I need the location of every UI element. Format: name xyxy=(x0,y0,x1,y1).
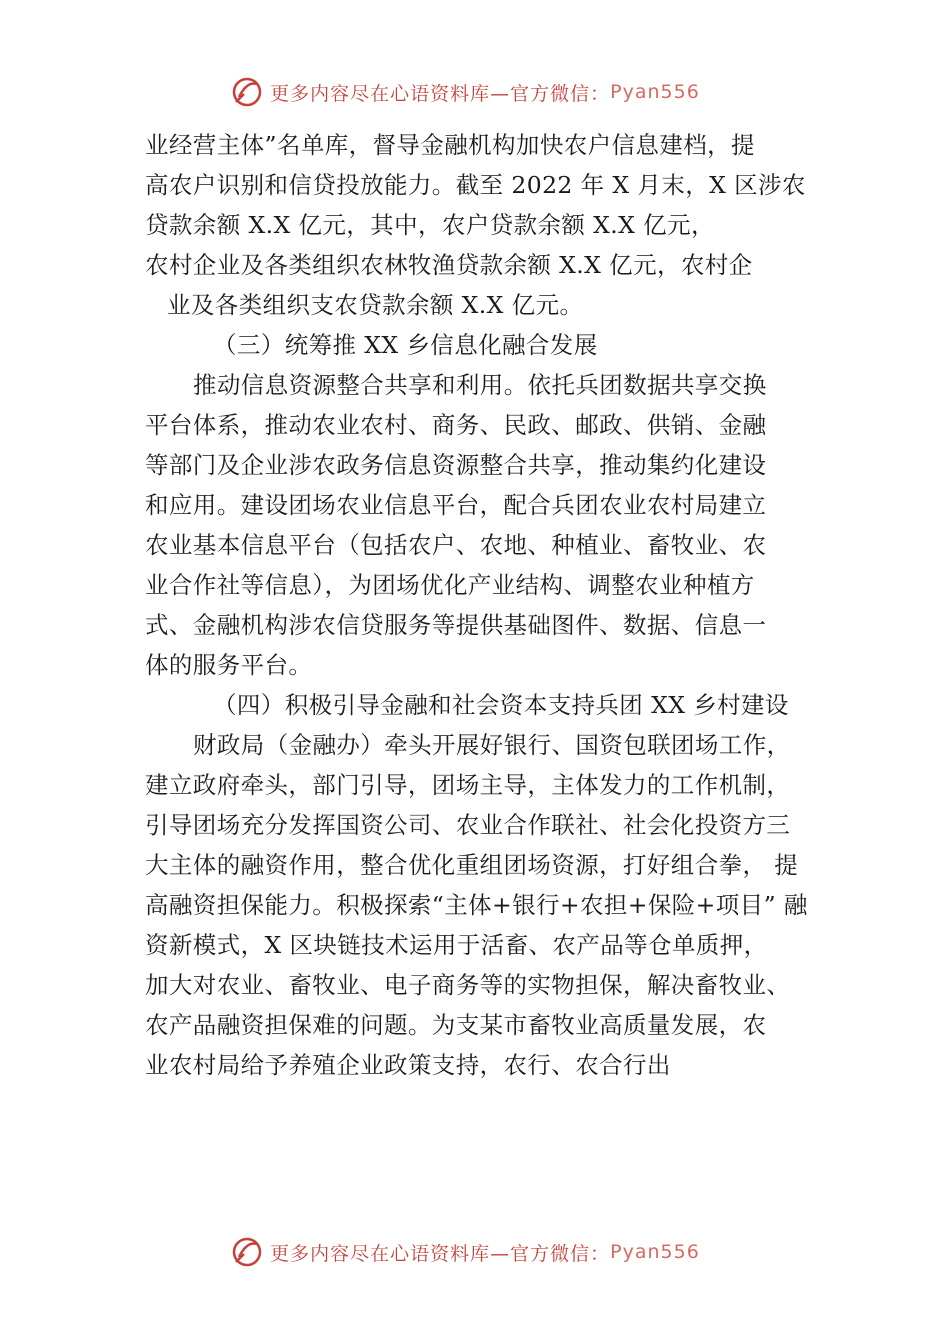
body-line: 式、金融机构涉农信贷服务等提供基础图件、数据、信息一 xyxy=(145,611,767,639)
body-line: 等部门及企业涉农政务信息资源整合共享，推动集约化建设 xyxy=(145,451,767,479)
footer-banner xyxy=(0,1232,950,1272)
banner-wechat-handle: Pyan556 xyxy=(610,81,700,103)
body-line: 加大对农业、畜牧业、电子商务等的实物担保，解决畜牧业、 xyxy=(145,971,791,999)
body-line: 业经营主体”名单库，督导金融机构加快农户信息建档，提 xyxy=(145,131,755,159)
body-line: 资新模式，X 区块链技术运用于活畜、农产品等仓单质押， xyxy=(145,931,768,959)
banner-text: 更多内容尽在心语资料库—官方微信： xyxy=(270,1242,611,1265)
body-line: 推动信息资源整合共享和利用。依托兵团数据共享交换 xyxy=(193,371,767,399)
body-line: 财政局（金融办）牵头开展好银行、国资包联团场工作， xyxy=(193,731,791,759)
header-banner xyxy=(0,72,950,112)
section-heading-3: （三）统筹推 XX 乡信息化融合发展 xyxy=(213,331,598,359)
document-body xyxy=(145,125,825,1085)
body-line: 业农村局给予养殖企业政策支持，农行、农合行出 xyxy=(145,1051,671,1079)
logo-icon xyxy=(230,75,264,109)
body-line: 农业基本信息平台（包括农户、农地、种植业、畜牧业、农 xyxy=(145,531,767,559)
body-line: 贷款余额 X.X 亿元，其中，农户贷款余额 X.X 亿元， xyxy=(145,211,715,239)
body-line: 大主体的融资作用，整合优化重组团场资源，打好组合拳， 提 xyxy=(145,851,799,879)
body-line: 高农户识别和信贷投放能力。截至 2022 年 X 月末，X 区涉农 xyxy=(145,171,806,199)
body-line: 引导团场充分发挥国资公司、农业合作联社、社会化投资方三 xyxy=(145,811,791,839)
logo-icon xyxy=(230,1235,264,1269)
body-line: 平台体系，推动农业农村、商务、民政、邮政、供销、金融 xyxy=(145,411,767,439)
body-line: 和应用。建设团场农业信息平台，配合兵团农业农村局建立 xyxy=(145,491,767,519)
body-line: 业及各类组织支农贷款余额 X.X 亿元。 xyxy=(167,291,584,319)
body-line: 建立政府牵头，部门引导，团场主导，主体发力的工作机制， xyxy=(145,771,791,799)
body-line: 业合作社等信息），为团场优化产业结构、调整农业种植方 xyxy=(145,571,755,599)
banner-wechat-handle: Pyan556 xyxy=(610,1241,700,1263)
body-line: 农产品融资担保难的问题。为支某市畜牧业高质量发展，农 xyxy=(145,1011,767,1039)
banner-text: 更多内容尽在心语资料库—官方微信： xyxy=(270,82,611,105)
body-line: 高融资担保能力。积极探索“主体+银行+农担+保险+项目” 融 xyxy=(145,891,808,919)
section-heading-4: （四）积极引导金融和社会资本支持兵团 XX 乡村建设 xyxy=(213,691,789,719)
body-line: 农村企业及各类组织农林牧渔贷款余额 X.X 亿元，农村企 xyxy=(145,251,753,279)
body-line: 体的服务平台。 xyxy=(145,651,313,679)
